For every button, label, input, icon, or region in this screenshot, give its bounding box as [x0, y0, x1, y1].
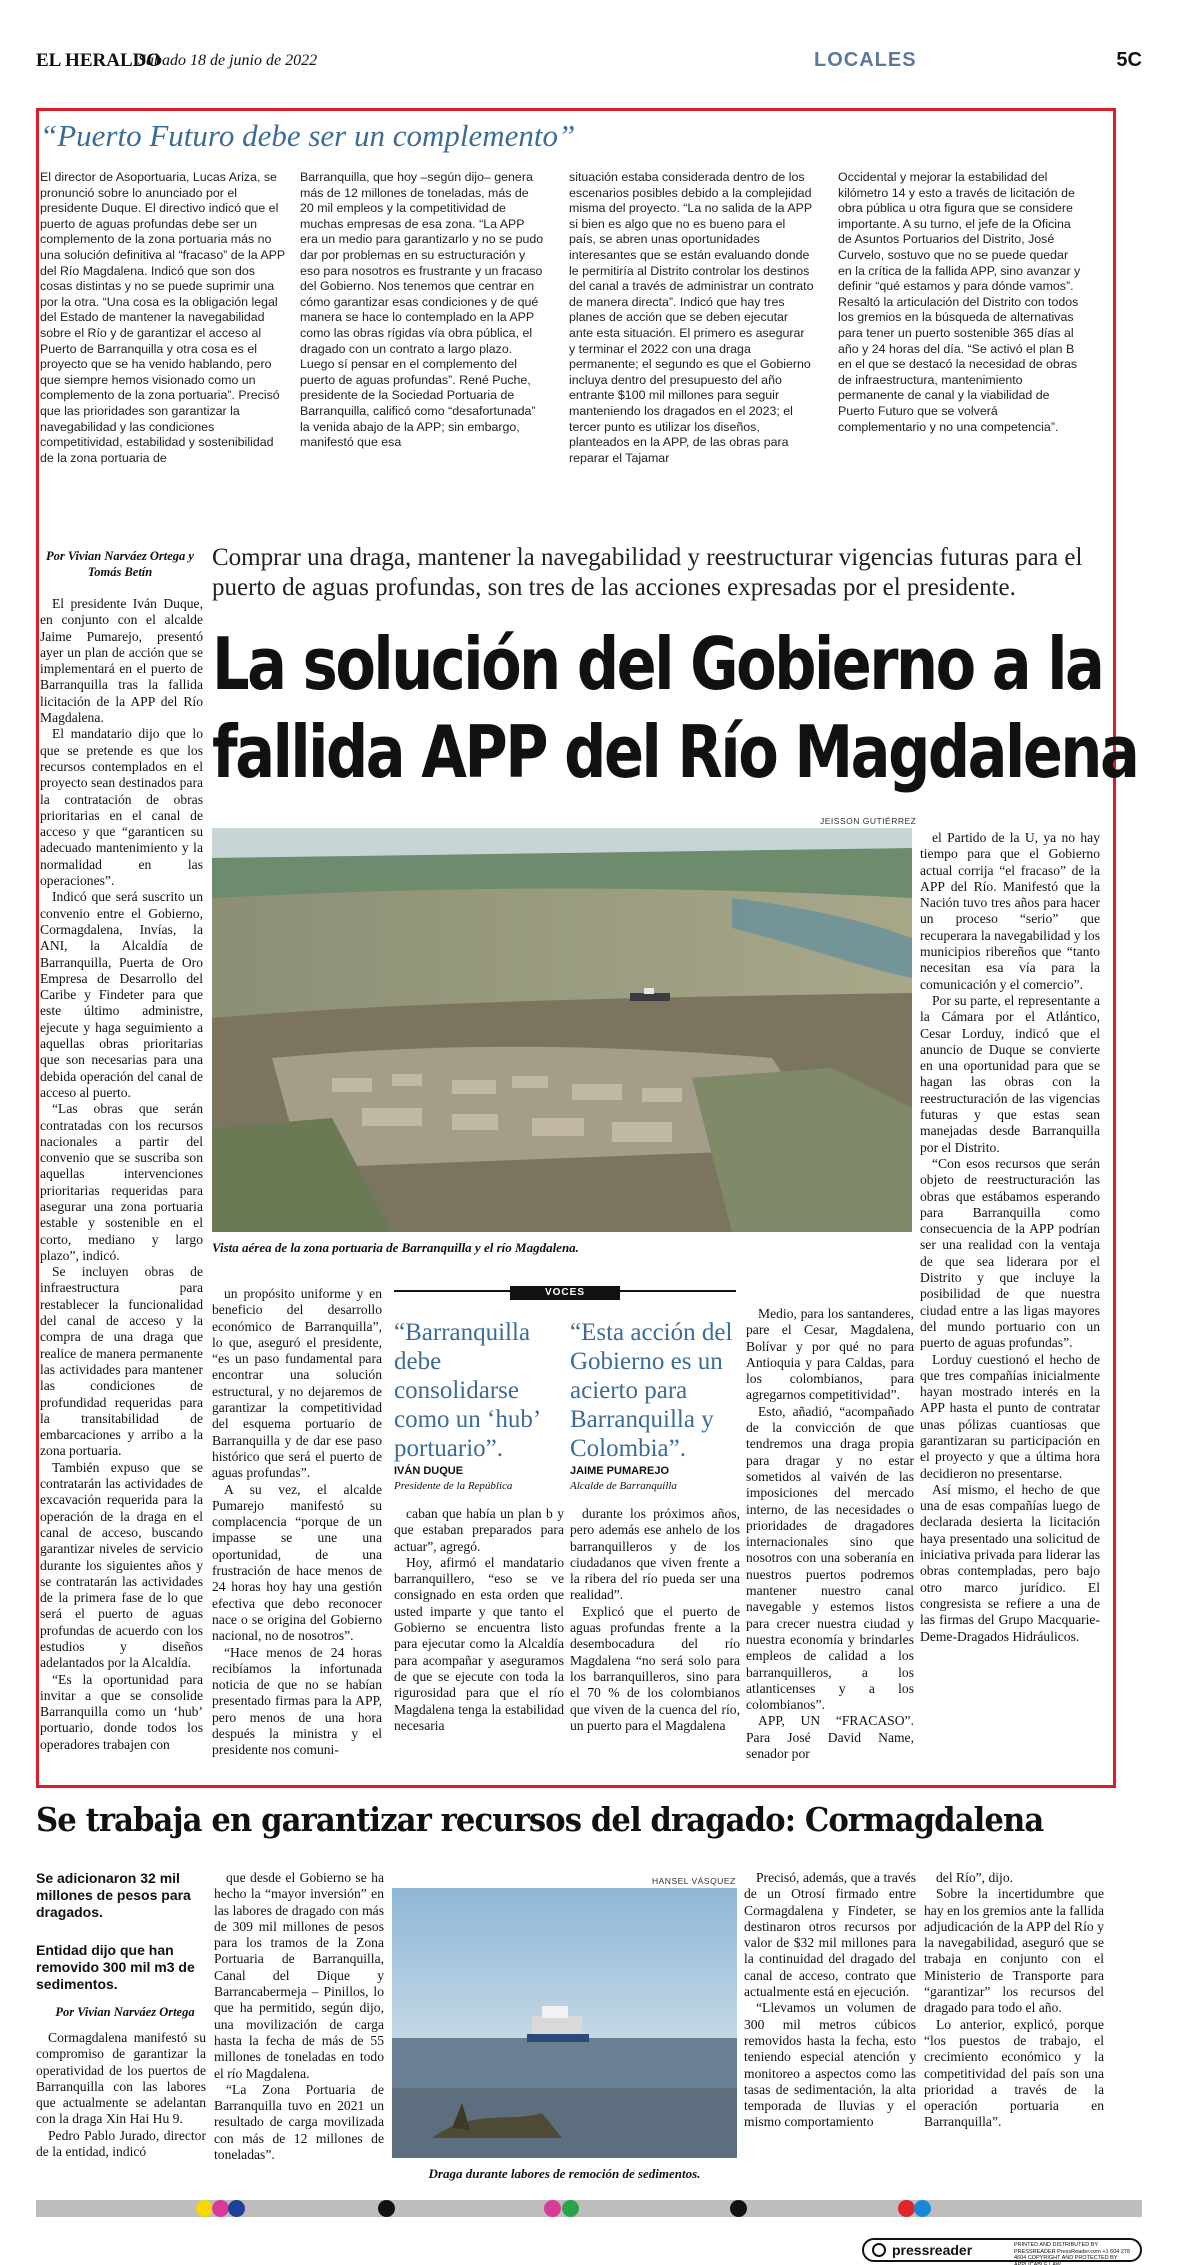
paragraph: Explicó que el puerto de aguas profundas frente a la desembocadura del río Magdalena “no será solo para los barranquilleros, sino para el 70 % de los colombianos que viven de la cuenca del río, un puerto para el Magdalena: [570, 1603, 740, 1733]
sidebar-quote-headline: “Puerto Futuro debe ser un complemento”: [40, 118, 576, 153]
dredge-image: [392, 1888, 737, 2158]
paragraph: Lorduy cuestionó el hecho de que tres compañías inicialmente hayan mostrado interés en la APP hasta el punto de contratar unas pólizas cuantiosas que garantizaran su participación en el proyecto y que a última hora decidieron no presentarse.: [920, 1351, 1100, 1481]
masthead: [36, 46, 1142, 76]
newspaper-name: EL HERALDO: [36, 50, 162, 71]
issue-date: Sábado 18 de junio de 2022: [138, 52, 318, 69]
second-article-col-2: [214, 1870, 384, 2190]
quote-pumarejo-name: JAIME PUMAREJO: [570, 1465, 670, 1477]
paragraph: El presidente Iván Duque, en conjunto con el alcalde Jaime Pumarejo, presentó ayer un plan de acción que se implementará en el puerto de Barranquilla tras la fallida licitación de la APP del Río Magdalena.: [40, 596, 203, 726]
paragraph: Hoy, afirmó el mandatario barranquillero, “eso se ve consignado en esta orden que usted imparte y que tanto el Gobierno se encuentra listo para ejecutar como la Alcaldía para acompañar y aseguramos de que se ejecute con toda la rigurosidad para que el río Magdalena tenga la estabilidad necesaria: [394, 1554, 564, 1733]
register-dot: [212, 2200, 229, 2217]
footer-brand: pressreader: [892, 2242, 973, 2258]
article-byline: Por Vivian Narváez Ortega y Tomás Betín: [46, 549, 194, 579]
highlight-2: Entidad dijo que han removido 300 mil m3 de sedimentos.: [36, 1942, 195, 1992]
sidebar-column-3: situación estaba considerada dentro de los escenarios posibles debido a la complejidad misma del proyecto. “La no salida de la APP si bien es algo que no es bueno para el país, se abren unas oportunidades interesantes que se están evaluando donde le permitiría al Distrito controlar los destinos del canal a través de administrar un contrato de manera directa”. Indicó que hay tres planes de acción que se deben ejecutar ante esta situación. El primero es asegurar y terminar el 2022 con una draga permanente; el segundo es que el Gobierno incluya dentro del presupuesto del año entrante $100 mil millones para seguir manteniendo los dragados en el 2023; el tercer punto es utilizar los diseños, planteados en la APP, de las obras para reparar el Tajamar: [569, 170, 814, 465]
paragraph: un propósito uniforme y en beneficio del desarrollo económico de Barranquilla”, lo que, aseguró el presidente, “es un paso fundamental para encontrar una solución estructural, y no dejaremos de garantizar la competitividad del esquema portuario de Barranquilla y de dar ese paso histórico que será el puerto de aguas profundas”.: [212, 1286, 382, 1481]
register-dot: [730, 2200, 747, 2217]
second-article-byline: Por Vivian Narváez Ortega: [55, 2005, 195, 2019]
quote-duque-name: IVÁN DUQUE: [394, 1465, 464, 1477]
section-name: LOCALES: [814, 49, 917, 71]
article-column-voces-1: [394, 1506, 564, 1766]
paragraph: el Partido de la U, ya no hay tiempo para que el Gobierno actual corrija “el fracaso” de la APP del Río. Manifestó que la Nación tuvo tres años para hacer un proceso “serio” que recuperara la navegabilidad y los municipios ribereños que “tanto necesitan esa vía para la comunicación y el comercio”.: [920, 830, 1100, 992]
article-column-left: [40, 596, 203, 1766]
article-column-voces-3: [746, 1306, 914, 1766]
second-article-headline: Se trabaja en garantizar recursos del dragado: Cormagdalena: [36, 1800, 1044, 1839]
paragraph: “La Zona Portuaria de Barranquilla tuvo en 2021 un resultado de carga movilizada con más de 12 millones de toneladas”.: [214, 2081, 384, 2163]
quote-duque-role: Presidente de la República: [394, 1480, 513, 1492]
paragraph: caban que había un plan b y que estaban preparados para actuar”, agregó.: [394, 1506, 564, 1554]
register-dot: [914, 2200, 931, 2217]
paragraph: El mandatario dijo que lo que se pretende es que los recursos contemplados en el proyecto sean destinados para la contratación de obras prioritarias en el canal de acceso y que “garanticen su adecuado mantenimiento y la normalidad en las operaciones”.: [40, 726, 203, 889]
paragraph: del Río”, dijo.: [936, 1870, 1014, 1885]
sidebar-column-2: Barranquilla, que hoy –según dijo– genera más de 12 millones de toneladas, más de 20 mil empleos y la competitividad de muchas empresas de esa zona. “La APP era un medio para garantizarlo y no se pudo dar por problemas en su estructuración y eso para nosotros es frustrante y un fracaso del Gobierno. Nos tenemos que centrar en cómo garantizar esas condiciones y de qué manera se hace lo contemplado en la APP como las obras rígidas vía obra pública, el dragado con un contrato a largo plazo. Luego sí pensar en el complemento del puerto de aguas profundas”. René Puche, presidente de la Sociedad Portuaria de Barranquilla, calificó como “desafortunada” la venida abajo de la APP; sin embargo, manifestó que esa: [300, 170, 544, 450]
dredge-photo: [392, 1888, 737, 2158]
paragraph: “Llevamos un volumen de 300 mil metros cúbicos removidos hasta la fecha, esto teniendo especial atención y monitoreo a aspectos como las tasas de sedimentación, la alta temporada de lluvias y el mismo comportamiento: [744, 2000, 916, 2130]
paragraph: A su vez, el alcalde Pumarejo manifestó su complacencia “porque de un impasse se une una oportunidad, de una frustración de hace menos de 24 horas hoy hay una gestión efectiva que debo reconocer nace o se origina del Gobierno nacional, no de nosotros”.: [212, 1481, 382, 1644]
paragraph: “Es la oportunidad para invitar a que se consolide Barranquilla como un ‘hub’ portuario, donde todos los operadores trabajen con: [40, 1671, 203, 1752]
page-number: 5C: [1116, 49, 1142, 71]
paragraph: Por su parte, el representante a la Cámara por el Atlántico, Cesar Lorduy, indicó que el anuncio de Duque se convierte en una oportunidad para que se hagan las obras con la reestructuración de las vigencias futuras y que estas sean manejadas desde Barranquilla por el Distrito.: [920, 992, 1100, 1155]
paragraph: Sobre la incertidumbre que hay en los gremios ante la fallida adjudicación de la APP del Río y la navegabilidad, aseguró que se trabaja en conjunto con el Ministerio de Transporte para “garantizar” los recursos del dragado para todo el año.: [924, 1886, 1104, 2016]
article-column-voces-2: [570, 1506, 740, 1766]
register-dot: [378, 2200, 395, 2217]
highlight-1: Se adicionaron 32 mil millones de pesos para dragados.: [36, 1870, 191, 1920]
pressreader-footer: [862, 2238, 1142, 2265]
second-article-col-1: [36, 2030, 206, 2190]
paragraph: Se incluyen obras de infraestructura para restablecer la funcionalidad del canal de acceso y la compra de una draga que realice de manera permanente las actividades para mantener las condiciones de profundidad requeridas para la transitabilidad de embarcaciones y arribo a la zona portuaria.: [40, 1264, 203, 1459]
headline-line-2: fallida APP del Río Magdalena: [212, 710, 1138, 794]
quote-pumarejo: “Esta acción del Gobierno es un acierto para Barranquilla y Colombia”.: [570, 1319, 733, 1462]
aerial-port-image: [212, 828, 912, 1232]
photo-caption-2: Draga durante labores de remoción de sedimentos.: [428, 2166, 701, 2181]
register-dot: [562, 2200, 579, 2217]
register-dot: [544, 2200, 561, 2217]
second-article-col-3: [744, 1870, 916, 2190]
aerial-photo: [212, 828, 912, 1232]
paragraph: APP, UN “FRACASO”. Para José David Name, senador por: [746, 1713, 914, 1762]
photo-caption: Vista aérea de la zona portuaria de Barranquilla y el río Magdalena.: [212, 1240, 579, 1255]
article-deck: Comprar una draga, mantener la navegabilidad y reestructurar vigencias futuras para el puerto de aguas profundas, son tres de las acciones expresadas por el presidente.: [212, 544, 1083, 601]
register-dot: [228, 2200, 245, 2217]
register-dot: [898, 2200, 915, 2217]
sidebar-column-1: El director de Asoportuaria, Lucas Ariza, se pronunció sobre lo anunciado por el presidente Duque. El directivo indicó que el puerto de aguas profundas debe ser un complemento de la zona portuaria más no una solución definitiva al “fracaso” de la APP del Río Magdalena. Indicó que son dos cosas distintas y no se puede suprimir una por la otra. “Una cosa es la obligación legal del Estado de mantener la navegabilidad sobre el Río y de garantizar el acceso al Puerto de Barranquilla y otra cosa es el proyecto que se ha venido hablando, pero que siempre hemos visionado como un complemento de la zona portuaria”. Precisó que las prioridades son garantizar la navegabilidad y las condiciones competitividad, estabilidad y sostenibilidad de la zona portuaria de: [40, 170, 285, 465]
second-article-col-4: [924, 1870, 1104, 2190]
paragraph: Medio, para los santanderes, pare el Cesar, Magdalena, Bolívar y por qué no para Antioquia y para Caldas, para los colombianos, para agregarnos competitividad”.: [746, 1306, 914, 1403]
article-headline: [212, 620, 1138, 796]
paragraph: “Las obras que serán contratadas con los recursos nacionales a partir del convenio que se suscriba son aquellas intervenciones prioritarias requeridas para asegurar una zona portuaria estable y sostenible en el corto, mediano y largo plazo”, indicó.: [40, 1101, 203, 1263]
voces-label: VOCES: [510, 1286, 620, 1300]
paragraph: Cormagdalena manifestó su compromiso de garantizar la operatividad de los puertos de Barranquilla con las labores que actualmente se adelantan con la draga Xin Hai Hu 9.: [36, 2030, 206, 2127]
paragraph: Esto, añadió, “acompañado de la convicción de que tendremos una draga propia para dragar y no estar sometidos al vaivén de las imposiciones del mercado interno, de las necesidades o prioridades de dragadores internacionales sino que nosotros con una soberanía en nuestros puertos podremos mantener nuestro canal navegable y estemos listos para crecer nuestra ciudad y nuestra economía y brindarles empleos de calidad a los barranquilleros, a los atlanticenses y a los colombianos”.: [746, 1403, 914, 1713]
paragraph: También expuso que se contratarán las actividades de excavación requerida para la operación de la draga en el canal de acceso, buscando garantizar niveles de servicio durante los siguientes años y se contratarán las actividades de la primera fase de lo que será el puerto de aguas profundas de acuerdo con los estudios y diseños adelantados por la Alcaldía.: [40, 1459, 203, 1671]
paragraph: Así mismo, el hecho de que una de esas compañías luego de declarada desierta la licitación haya presentado una solicitud de iniciativa privada para liderar las obras contempladas, pero bajo otro marco jurídico. El congresista se refiere a una de las firmas del Grupo Macquarie-Deme-Dragados Hidráulicos.: [920, 1481, 1100, 1644]
sidebar-column-4: Occidental y mejorar la estabilidad del kilómetro 14 y esto a través de licitación de obra pública u otra figura que se considere importante. A su turno, el jefe de la Oficina de Asuntos Portuarios del Distrito, José Curvelo, sostuvo que no se puede quedar en la crítica de la fallida APP, sino avanzar y definir “qué estamos y para dónde vamos”. Resaltó la articulación del Distrito con todos los gremios en la búsqueda de alternativas para tener un puerto sostenible 365 días al año y 24 horas del día. “Se activó el plan B en el que se destacó la necesidad de obras de infraestructura, mantenimiento permanente de canal y la viabilidad de Puerto Futuro que se volverá complementario y no una competencia”.: [838, 170, 1081, 434]
quote-duque: “Barranquilla debe consolidarse como un ‘hub’ portuario”.: [394, 1319, 540, 1462]
pressreader-logo-icon: [872, 2243, 886, 2257]
quote-pumarejo-role: Alcalde de Barranquilla: [570, 1480, 677, 1492]
paragraph: “Hace menos de 24 horas recibíamos la infortunada noticia de que no se habían presentado firmas para la APP, pero menos de una hora después la ministra y el presidente nos comuni-: [212, 1644, 382, 1758]
paragraph: durante los próximos años, pero además ese anhelo de los barranquilleros y de los ciudadanos que viven frente a la ribera del río pueda ser una realidad”.: [570, 1506, 740, 1603]
paragraph: Lo anterior, explicó, porque “los puestos de trabajo, el crecimiento económico y la competitividad del país son una prioridad a través de la operación portuaria en Barranquilla”.: [924, 2016, 1104, 2130]
photo-credit: JEISSON GUTIÉRREZ: [820, 816, 917, 826]
article-column-middle: [212, 1286, 382, 1766]
paragraph: Precisó, además, que a través de un Otrosí firmado entre Cormagdalena y Findeter, se destinaron otros recursos por valor de $32 mil millones para la continuidad del dragado del canal de acceso, contrato que actualmente está en ejecución.: [744, 1870, 916, 2000]
paragraph: Pedro Pablo Jurado, director de la entidad, indicó: [36, 2127, 206, 2160]
footer-fine-print: PRINTED AND DISTRIBUTED BY PRESSREADER PressReader.com +1 604 278 4604 COPYRIGHT AND PROTECTED BY APPLICABLE LAW: [1014, 2242, 1131, 2265]
article-column-right: [920, 830, 1100, 1770]
headline-line-1: La solución del Gobierno a la: [212, 622, 1103, 706]
register-dot: [196, 2200, 213, 2217]
paragraph: Indicó que será suscrito un convenio entre el Gobierno, Cormagdalena, Invías, la ANI, la Alcaldía de Barranquilla, Puerta de Oro Empresa de Desarrollo del Caribe y Findeter para que este último administre, ejecute y haga seguimiento a aquellas obras prioritarias que son necesarias para una debida operación del canal de acceso al puerto.: [40, 889, 203, 1100]
paragraph: que desde el Gobierno se ha hecho la “mayor inversión” en las labores de dragado con más de 309 mil millones de pesos para los tramos de la Zona Portuaria de Barranquilla, Canal del Dique y Barrancabermeja – Pinillos, lo que ha permitido, según dijo, una movilización de carga hasta la fecha de más de 55 millones de toneladas en todo el río Magdalena.: [214, 1870, 384, 2081]
photo-credit-2: HANSEL VÁSQUEZ: [652, 1876, 736, 1886]
paragraph: “Con esos recursos que serán objeto de reestructuración las obras que estábamos esperando para Barranquilla como consecuencia de la APP podrían ser una realidad con la ventaja de que sea liderara por el Distrito y que incluye la posibilidad de que nuestra ciudad entre a las ligas mayores del mundo portuario con un puerto de aguas profundas”.: [920, 1155, 1100, 1351]
